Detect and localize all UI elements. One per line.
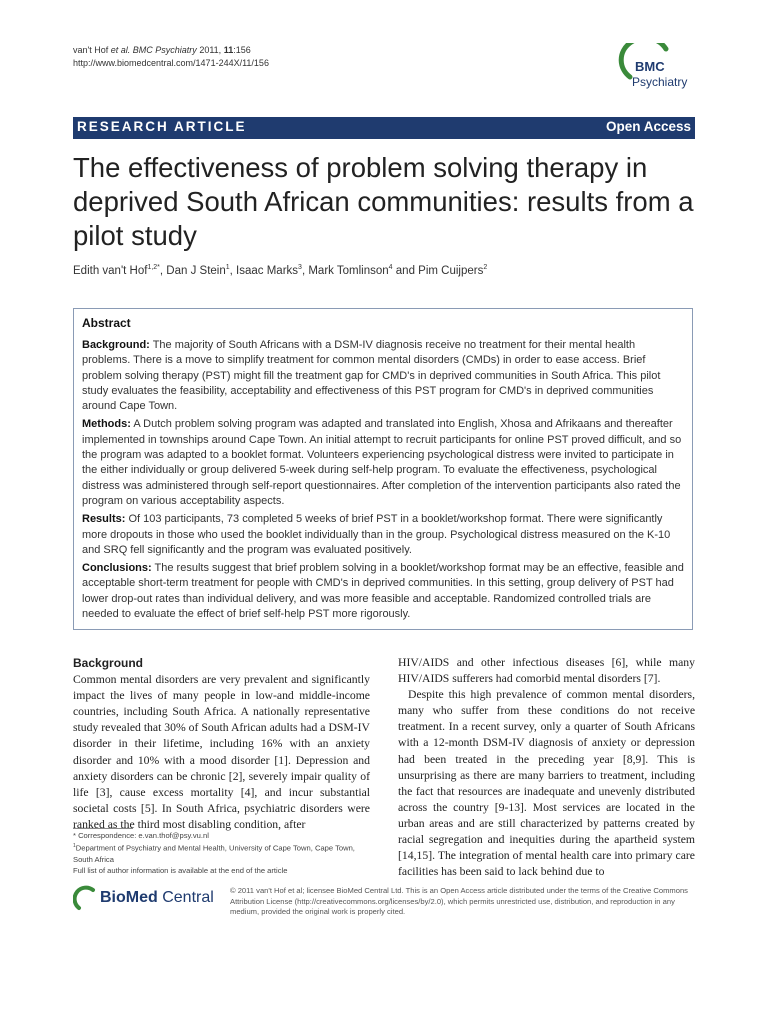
abstract-heading: Abstract <box>82 316 131 330</box>
logo-line-2: Psychiatry <box>632 75 688 89</box>
body-column-right <box>398 655 695 880</box>
bmc-psychiatry-logo <box>618 43 698 93</box>
body-paragraph: HIV/AIDS and other infectious diseases [6], while many HIV/AIDS sufferers had comorbid mental disorders [7]. <box>398 656 695 686</box>
abstract-background: Background: The majority of South Africans with a DSM-IV diagnosis receive no treatment for their mental health problems. There is a move to simplify treatment for common mental disorders (CMDs) in order to ease access. Brief problem solving therapy (PST) might fill the treatment gap for CMD's in deprived communities in South Africa. This pilot study evaluates the feasibility, acceptability and effectiveness of this PST program for CMD's in deprived communities around Cape Town. <box>82 339 661 413</box>
abstract-results: Results: Of 103 participants, 73 completed 5 weeks of brief PST in a booklet/workshop format. There were significantly more dropouts in those who used the booklet individually than in the group. Psychological distress measured on the K-10 and SRQ fell significantly and the program was evaluated positively. <box>82 513 671 556</box>
citation-journal: BMC Psychiatry <box>132 45 197 55</box>
article-url[interactable]: http://www.biomedcentral.com/1471-244X/11/156 <box>73 58 269 68</box>
article-title: The effectiveness of problem solving therapy in deprived South African communities: results from a pilot study <box>73 152 694 251</box>
author-info-note: Full list of author information is available at the end of the article <box>73 865 288 875</box>
abstract-conclusions: Conclusions: The results suggest that brief problem solving in a booklet/workshop format may be an effective, feasible and acceptable short-term treatment for people with CMD's in deprived communities. In this setting, group delivery of PST had lower drop-out rates than individual delivery, and was more feasible and acceptable. Randomized controlled trials are needed to evaluate the effect of brief self-help PST more rigorously. <box>82 562 684 621</box>
logo-line-1: BMC <box>635 59 665 74</box>
copyright-notice: © 2011 van't Hof et al; licensee BioMed Central Ltd. This is an Open Access article distributed under the terms of the Creative Commons Attribution License (http://creativecommons.org/licenses/by/2.0), which permits unrestricted use, distribution, and reproduction in any medium, provided the original work is properly cited. <box>230 886 688 916</box>
correspondence-note[interactable]: * Correspondence: e.van.thof@psy.vu.nl <box>73 831 209 840</box>
body-paragraph: Despite this high prevalence of common mental disorders, many who suffer from these conditions do not receive treatment. In a recent survey, only a quarter of South Africans with a 12-month DSM-IV diagnosis of anxiety or depression had been treated in the preceding year [8,9]. This is unsurprising as there are many barriers to treatment, including the fact that resources are inadequate and unevenly distributed across the country [9-13]. Most services are located in the urban areas and are still characterized by patterns created by racial segregation and inequities during the apartheid system [14,15]. The integration of mental health care into primary care facilities has been said to lack behind due to <box>398 688 695 879</box>
article-type-label: RESEARCH ARTICLE <box>77 119 247 134</box>
body-paragraph: Common mental disorders are very prevalent and significantly impact the lives of many people in low-and middle-income countries, including South Africa. A nationally representative study revealed that 30% of South African adults had a DSM-IV disorder in their lifetime, including 16% with an anxiety disorder and 10% with a mood disorder [1]. Depression and anxiety disorders can be chronic [2], severely impair quality of life [3], cause excess mortality [4], and incur substantial societal costs [5]. In South Africa, psychiatric disorders were ranked as the third most disabling condition, after <box>73 673 370 831</box>
section-heading-background: Background <box>73 656 144 670</box>
footnotes <box>73 830 373 876</box>
running-header <box>73 44 269 70</box>
open-access-label: Open Access <box>605 119 691 134</box>
citation-authors: van't Hof <box>73 45 109 55</box>
citation-etal: et al. <box>110 45 131 55</box>
citation-line <box>73 44 269 57</box>
author[interactable]: Isaac Marks$^3$ <box>236 264 302 277</box>
body-column-left <box>73 655 370 833</box>
biomed-wordmark: BioMed Central <box>100 889 214 906</box>
abstract-box <box>73 308 693 630</box>
author[interactable]: Mark Tomlinson$^4$ <box>308 264 393 277</box>
biomed-swoosh-icon <box>73 885 97 913</box>
article-type-banner <box>73 117 695 139</box>
citation-year: 2011, <box>199 45 222 55</box>
affiliation-note: $^1$Department of Psychiatry and Mental Health, University of Cape Town, Cape Town, South Africa <box>73 843 355 864</box>
author[interactable]: Pim Cuijpers$^2$ <box>418 264 488 277</box>
citation-page: :156 <box>233 45 251 55</box>
author[interactable]: Edith van't Hof$^{1,2*}$ <box>73 264 160 277</box>
citation-volume: 11 <box>223 45 234 55</box>
footnote-divider <box>73 828 133 829</box>
abstract-methods: Methods: A Dutch problem solving program was adapted and translated into English, Xhosa and Afrikaans and thereafter implemented in townships around Cape Town. An initial attempt to recruit participants for online PST proved difficult, and so the program was adapted to a booklet format. Volunteers experiencing psychological distress were invited to participate in the either individually or group delivered 5-week during self-help program. To evaluate the effectiveness, psychological distress was administered through self-report questionnaires. After completion of the intervention participants also rated the program on various acceptability aspects. <box>82 418 682 507</box>
author[interactable]: Dan J Stein$^1$ <box>166 264 230 277</box>
author-list: Edith van't Hof$^{1,2*}$, Dan J Stein$^1$, Isaac Marks$^3$, Mark Tomlinson$^4$ and Pim Cuijpers$^2$ <box>73 264 488 277</box>
biomed-central-logo <box>73 885 223 915</box>
